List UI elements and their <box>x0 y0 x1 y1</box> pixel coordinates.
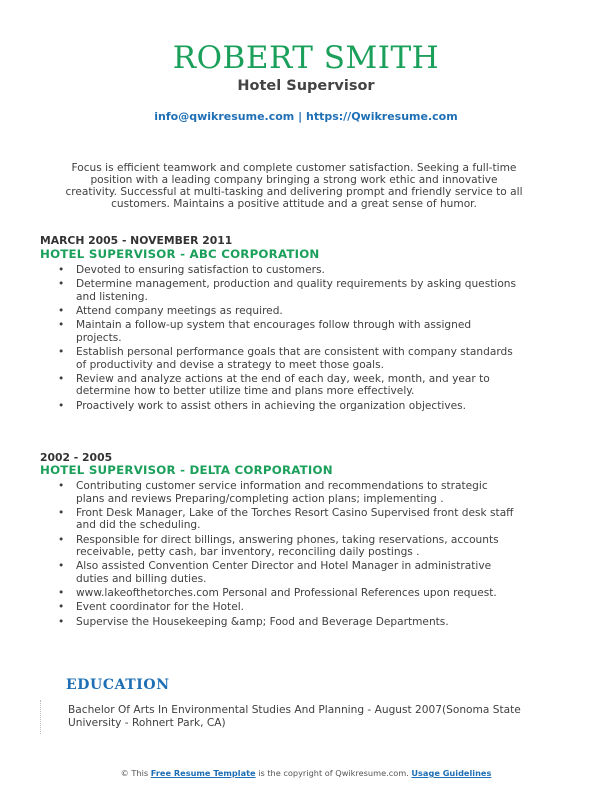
bullet-icon: • <box>58 587 65 600</box>
usage-guidelines-link[interactable]: Usage Guidelines <box>411 768 492 778</box>
section-divider <box>40 700 41 734</box>
bullet-icon: • <box>58 560 65 573</box>
contact-separator: | <box>298 110 303 123</box>
bullet-icon: • <box>58 264 65 276</box>
duty-item: • Event coordinator for the Hotel. <box>58 601 245 614</box>
duties-list <box>58 480 518 630</box>
footer-prefix: © This <box>120 768 149 778</box>
duty-item: • Attend company meetings as required. <box>58 305 283 318</box>
website-link[interactable]: https://Qwikresume.com <box>305 110 458 123</box>
job-role-heading: HOTEL SUPERVISOR - DELTA CORPORATION <box>40 463 333 477</box>
education-heading: EDUCATION <box>66 677 170 693</box>
education-detail: Bachelor Of Arts In Environmental Studies And Planning - August 2007(Sonoma State University - Rohnert Park, CA) <box>68 704 521 729</box>
duty-item: • Supervise the Housekeeping &amp; Food and Beverage Departments. <box>58 615 449 628</box>
duty-item: • Also assisted Convention Center Director and Hotel Manager in administrative duties and billing duties. <box>58 560 492 585</box>
summary-paragraph: Focus is efficient teamwork and complete customer satisfaction. Seeking a full-time position with a leading company bringing a strong work ethic and innovative creativity. Successful at multi-tasking and delivering prompt and friendly service to all customers. Maintains a positive attitude and a great sense of humor. <box>65 162 523 210</box>
job-dates: 2002 - 2005 <box>40 451 113 464</box>
duty-item: • Responsible for direct billings, answering phones, taking reservations, accounts receivable, petty cash, bar inventory, reconciling daily postings . <box>58 533 499 559</box>
bullet-icon: • <box>58 346 65 359</box>
free-resume-template-link[interactable]: Free Resume Template <box>150 768 256 778</box>
bullet-icon: • <box>58 278 65 291</box>
duty-item: • Establish personal performance goals that are consistent with company standards of productivity and devise a strategy to meet those goals. <box>58 346 513 371</box>
duty-item: • Maintain a follow-up system that encourages follow through with assigned projects. <box>58 319 472 344</box>
duty-item: • Proactively work to assist others in achieving the organization objectives. <box>58 399 467 412</box>
contact-line <box>0 110 612 124</box>
bullet-icon: • <box>58 372 65 385</box>
bullet-icon: • <box>58 506 65 519</box>
job-dates: MARCH 2005 - NOVEMBER 2011 <box>40 234 233 247</box>
bullet-icon: • <box>58 533 65 546</box>
bullet-icon: • <box>58 480 65 492</box>
job-role-heading: HOTEL SUPERVISOR - ABC CORPORATION <box>40 247 320 261</box>
duty-item: • Devoted to ensuring satisfaction to customers. <box>58 264 325 276</box>
candidate-name: ROBERT SMITH <box>172 40 440 76</box>
bullet-icon: • <box>58 615 65 628</box>
bullet-icon: • <box>58 399 65 412</box>
footer-copyright: is the copyright of Qwikresume.com. <box>258 768 409 778</box>
bullet-icon: • <box>58 601 65 614</box>
duty-item: • www.lakeofthetorches.com Personal and Professional References upon request. <box>58 587 497 600</box>
duty-item: • Review and analyze actions at the end of each day, week, month, and year to determine how to better utilize time and plans more effectively. <box>58 372 490 398</box>
bullet-icon: • <box>58 305 65 318</box>
bullet-icon: • <box>58 319 65 332</box>
duty-item: • Determine management, production and quality requirements by asking questions and listening. <box>58 278 517 303</box>
email-link[interactable]: info@qwikresume.com <box>154 110 295 123</box>
job-title: Hotel Supervisor <box>237 78 375 94</box>
footer <box>0 768 612 778</box>
duty-item: • Contributing customer service information and recommendations to strategic plans and reviews Preparing/completing action plans; implementing . <box>58 480 488 505</box>
duties-list <box>58 264 518 414</box>
duty-item: • Front Desk Manager, Lake of the Torches Resort Casino Supervised front desk staff and did the scheduling. <box>58 506 514 532</box>
